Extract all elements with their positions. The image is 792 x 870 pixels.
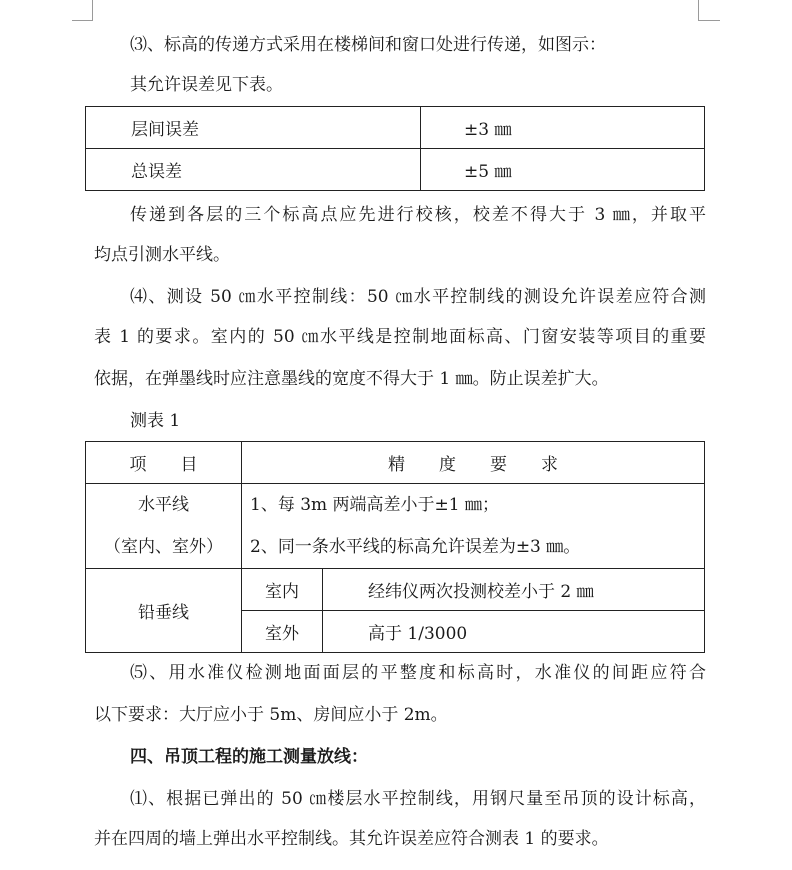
paragraph-4-line1: ⑷、测设 50 ㎝水平控制线：50 ㎝水平控制线的测设允许误差应符合测 — [130, 287, 706, 307]
table-header-row — [86, 442, 705, 484]
paragraph-transfer-line2: 均点引测水平线。 — [94, 245, 230, 265]
plumb-outdoor-label: 室外 — [242, 611, 323, 653]
accuracy-table — [85, 441, 705, 653]
level-line-label — [86, 484, 242, 569]
paragraph-6-line2: 并在四周的墙上弹出水平控制线。其允许误差应符合测表 1 的要求。 — [94, 829, 609, 849]
paragraph-3-line: ⑶、标高的传递方式采用在楼梯间和窗口处进行传递，如图示： — [130, 35, 606, 55]
plumb-line-label: 铅垂线 — [86, 569, 242, 653]
table-cell-label: 总误差 — [86, 149, 421, 191]
level-line-label-1: 水平线 — [138, 495, 189, 515]
paragraph-5-line2: 以下要求：大厅应小于 5m、房间应小于 2m。 — [94, 705, 448, 725]
table-row — [86, 569, 705, 611]
table-row — [86, 484, 705, 569]
paragraph-transfer-line1: 传递到各层的三个标高点应先进行校核，校差不得大于 3 ㎜，并取平 — [130, 205, 706, 225]
paragraph-4-line2: 表 1 的要求。室内的 50 ㎝水平线是控制地面标高、门窗安装等项目的重要 — [94, 327, 706, 347]
header-requirement: 精 度 要 求 — [242, 442, 705, 484]
tolerance-table — [85, 106, 705, 191]
level-line-requirement — [242, 484, 705, 569]
level-line-label-2: （室内、室外） — [104, 537, 223, 557]
level-line-req-1: 1、每 3m 两端高差小于±1 ㎜； — [250, 495, 500, 515]
margin-mark-top-left — [92, 0, 93, 20]
plumb-indoor-label: 室内 — [242, 569, 323, 611]
table-caption: 测表 1 — [130, 411, 181, 431]
paragraph-5-line1: ⑸、用水准仪检测地面面层的平整度和标高时，水准仪的间距应符合 — [130, 663, 706, 683]
paragraph-tolerance-intro: 其允许误差见下表。 — [130, 75, 283, 95]
table-cell-value: ±5 ㎜ — [421, 149, 705, 191]
margin-mark-top-right-h — [698, 20, 720, 21]
margin-mark-top-right — [698, 0, 699, 20]
header-item: 项 目 — [86, 442, 242, 484]
section-heading: 四、吊顶工程的施工测量放线： — [130, 747, 368, 767]
table-cell-label: 层间误差 — [86, 107, 421, 149]
plumb-indoor-req: 经纬仪两次投测校差小于 2 ㎜ — [323, 569, 705, 611]
table-row — [86, 149, 705, 191]
table-cell-value: ±3 ㎜ — [421, 107, 705, 149]
level-line-req-2: 2、同一条水平线的标高允许误差为±3 ㎜。 — [250, 537, 581, 557]
plumb-outdoor-req: 高于 1/3000 — [323, 611, 705, 653]
table-row — [86, 107, 705, 149]
paragraph-6-line1: ⑴、根据已弹出的 50 ㎝楼层水平控制线，用钢尺量至吊顶的设计标高， — [130, 789, 706, 809]
margin-mark-top-left-h — [72, 20, 93, 21]
paragraph-4-line3: 依据，在弹墨线时应注意墨线的宽度不得大于 1 ㎜。防止误差扩大。 — [94, 369, 609, 389]
